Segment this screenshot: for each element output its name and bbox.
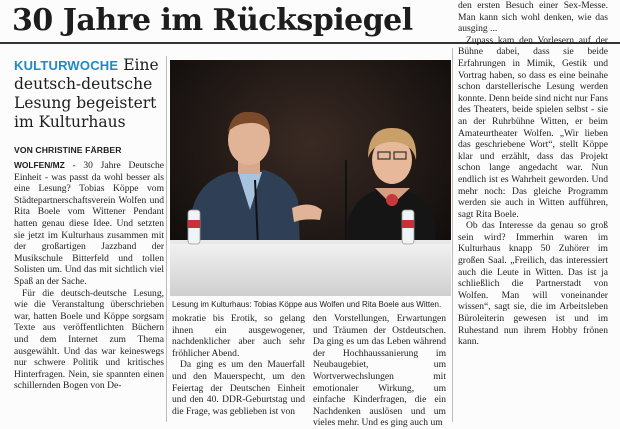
paragraph: den ersten Besuch einer Sex-Messe. Man kann sich wohl denken, wie das ausging ... — [458, 0, 608, 35]
paragraph: Da ging es um den Mauerfall und den Mauerspecht, um den Feiertag der Deutschen Einheit und den 40. DDR-Geburtstag und die Frage, was geblieben ist von — [172, 359, 305, 417]
paragraph — [14, 160, 164, 288]
paragraph: Für die deutsch-deutsche Lesung, wie die Veranstaltung überschrieben war, hatten Boele und Köppe sorgsam Texte aus veröffentlichten Büchern und dem Internet zum Thema ausgewählt. Und das war keineswegs nur schwere Politik und kritisches Hinterfragen. Nein, sie spannten einen schillernden Bogen von De- — [14, 287, 164, 392]
photo-illustration — [170, 60, 451, 296]
dateline: WOLFEN/MZ — [14, 160, 65, 170]
paragraph: Zupass kam den Vorlesern auf der Bühne dabei, dass sie beide Erfahrungen in Mimik, Gestik und Vortrag haben, so dass es eine beinahe schon darstellerische Lesung werden konnte. Denn beide sind nicht nur Fans des Theaters, beide spielen selbst - sie an der Ruhrbühne Witten, er beim Amateurtheater Wolfen. „Wir lieben das geschriebene Wort“, stellt Köppe klar und erzählt, dass das Projekt schon lange angedacht war. Nun endlich ist es Wahrheit geworden. Und mehr noch: Das gleiche Programm werden sie auch in Witten aufführen, sagt Rita Boele. — [458, 34, 608, 220]
headline: 30 Jahre im Rückspiegel — [12, 3, 413, 38]
paragraph: Ob das Interesse da genau so groß sein wird? Immerhin waren im Kulturhaus knapp 50 Zuhörer im großen Saal. „Freilich, das interessiert auch die Leute in Witten. Das ist ja schließlich die Partnerstadt von Wolfen. Man will voneinander wissen“, sagt sie, die im Arbeitsleben Büroleiterin gewesen ist und im Ruhestand nun ihrem Hobby frönen kann. — [458, 220, 608, 348]
paragraph: den Vorstellungen, Erwartungen und Träumen der Ostdeutschen. Da ging es um das Leben während der Hochhaussanierung im Neubaugebiet, um Wortverwechslungen mit emotionaler Wirkung, um einfache Kinderfragen, die ein Nachdenken auslösen und um vieles mehr. Und es ging auch um — [313, 313, 446, 429]
stage-photo — [170, 60, 451, 296]
author-byline: VON CHRISTINE FÄRBER — [14, 145, 122, 155]
paragraph: mokratie bis Erotik, so gelang ihnen ein ausgewogener, nachdenklicher aber auch sehr fröhlicher Abend. — [172, 313, 305, 359]
photo-caption: Lesung im Kulturhaus: Tobias Köppe aus Wolfen und Rita Boele aus Witten. — [172, 300, 442, 309]
column-right — [458, 0, 608, 348]
column-divider — [166, 56, 167, 422]
column-bottom-2 — [313, 313, 446, 429]
kicker-title: Eine deutsch-deutsche Lesung begeistert im Kulturhaus — [14, 56, 159, 131]
column-divider — [452, 48, 453, 422]
kicker-keyword: KULTURWOCHE — [14, 58, 119, 73]
kicker — [14, 56, 162, 132]
column-left — [14, 160, 164, 392]
column-bottom-1 — [172, 313, 305, 417]
paragraph-text: - 30 Jahre Deutsche Einheit - was passt da wohl besser als eine Lesung? Tobias Köppe vom Städtepartnerschaftsverein Wolfen und Rita Boele vom Wittener Pendant hatten genau diese Idee. Und setzten sie jetzt im Kulturhaus zusammen mit der großartigen Jazzband der Musikschule Bitterfeld und tollen Solisten um. Und das mit sichtlich viel Spaß an der Sache. — [14, 160, 164, 287]
